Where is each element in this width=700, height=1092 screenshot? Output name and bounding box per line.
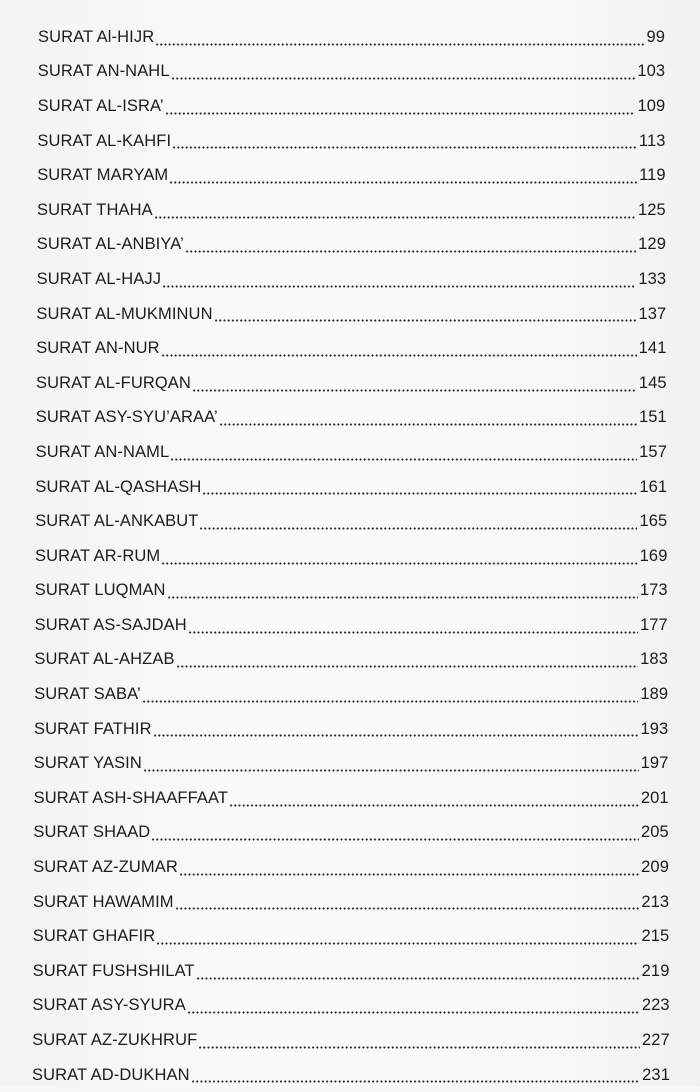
toc-entry-title: SURAT AN-NUR	[36, 339, 160, 358]
toc-entry	[0, 1058, 700, 1092]
toc-entry-page-number: 129	[638, 235, 666, 254]
toc-entry-title: SURAT AL-MUKMINUN	[36, 304, 213, 323]
toc-entry	[0, 608, 700, 643]
dot-leader	[199, 513, 637, 530]
toc-entry	[0, 1023, 700, 1058]
dot-leader	[171, 64, 636, 81]
toc-entry	[0, 366, 700, 401]
toc-entry-page-number: 227	[641, 1031, 670, 1050]
toc-entry	[0, 158, 700, 193]
toc-entry	[0, 989, 700, 1024]
toc-entry-page-number: 193	[640, 719, 669, 738]
toc-entry-title: SURAT AN-NAHL	[37, 62, 170, 81]
toc-entry-page-number: 231	[642, 1065, 670, 1084]
toc-entry-title: SURAT Al-HIJR	[38, 27, 155, 46]
toc-entry	[0, 539, 700, 574]
toc-entry	[0, 124, 700, 159]
toc-entry-title: SURAT AL-AHZAB	[34, 650, 175, 669]
dot-leader	[143, 756, 639, 773]
dot-leader	[142, 686, 639, 703]
toc-entry	[0, 919, 700, 954]
toc-entry	[0, 746, 700, 781]
toc-entry	[0, 574, 700, 609]
toc-entry	[0, 781, 700, 816]
toc-entry	[0, 504, 700, 539]
toc-entry-page-number: 173	[639, 581, 668, 600]
toc-entry-title: SURAT AL-ANKABUT	[35, 512, 199, 531]
toc-entry-title: SURAT AR-RUM	[35, 546, 161, 565]
toc-entry-page-number: 137	[638, 304, 667, 323]
toc-entry	[0, 954, 700, 989]
toc-entry-title: SURAT MARYAM	[37, 166, 169, 185]
toc-entry	[0, 712, 700, 747]
toc-entry	[0, 401, 700, 436]
toc-entry-page-number: 161	[639, 477, 668, 496]
toc-entry-page-number: 141	[638, 339, 667, 358]
dot-leader	[196, 963, 640, 980]
toc-entry-title: SURAT HAWAMIM	[33, 892, 174, 911]
toc-entry	[0, 331, 700, 366]
toc-entry-page-number: 209	[641, 858, 669, 877]
dot-leader	[214, 306, 637, 323]
toc-entry-title: SURAT YASIN	[33, 754, 142, 773]
toc-entry-title: SURAT AL-ISRA’	[37, 96, 164, 115]
dot-leader	[229, 790, 639, 807]
dot-leader	[192, 375, 637, 392]
toc-entry	[0, 885, 700, 920]
dot-leader	[219, 410, 637, 427]
dot-leader	[156, 929, 639, 946]
dot-leader	[179, 859, 639, 876]
toc-entry	[0, 850, 700, 885]
dot-leader	[191, 1067, 640, 1084]
dot-leader	[155, 29, 644, 46]
toc-entry-page-number: 157	[639, 442, 667, 461]
dot-leader	[151, 825, 639, 842]
dot-leader	[176, 652, 639, 669]
toc-entry	[0, 55, 700, 90]
dot-leader	[169, 167, 637, 184]
toc-entry-page-number: 103	[637, 62, 666, 81]
dot-leader	[167, 583, 638, 600]
toc-entry	[0, 677, 700, 712]
dot-leader	[175, 894, 640, 911]
toc-entry-page-number: 165	[639, 512, 668, 531]
toc-entry	[0, 435, 700, 470]
toc-entry-title: SURAT THAHA	[37, 200, 153, 219]
dot-leader	[170, 444, 637, 461]
toc-entry	[0, 228, 700, 263]
toc-entry-page-number: 183	[640, 650, 668, 669]
toc-entry-page-number: 125	[637, 200, 666, 219]
toc-entry	[0, 643, 700, 678]
toc-entry-page-number: 99	[646, 27, 665, 46]
toc-entry-title: SURAT SABA’	[34, 685, 141, 704]
toc-entry-title: SURAT AZ-ZUKHRUF	[32, 1031, 198, 1050]
toc-entry-page-number: 169	[639, 546, 668, 565]
toc-entry-page-number: 151	[638, 408, 667, 427]
dot-leader	[161, 340, 637, 357]
toc-entry-title: SURAT LUQMAN	[34, 581, 166, 600]
toc-entry-title: SURAT AL-KAHFI	[37, 131, 172, 150]
toc-entry-title: SURAT SHAAD	[33, 823, 151, 842]
dot-leader	[188, 617, 638, 634]
dot-leader	[165, 98, 636, 115]
toc-entry	[0, 816, 700, 851]
toc-entry-title: SURAT FUSHSHILAT	[32, 961, 195, 980]
toc-entry-title: SURAT FATHIR	[34, 719, 152, 738]
toc-entry-page-number: 109	[637, 96, 666, 115]
dot-leader	[162, 271, 636, 288]
dot-leader	[161, 548, 637, 565]
dot-leader	[202, 479, 637, 496]
toc-entry-title: SURAT AL-FURQAN	[36, 373, 191, 392]
dot-leader	[185, 237, 636, 254]
dot-leader	[198, 1032, 640, 1049]
toc-entry-page-number: 205	[640, 823, 669, 842]
toc-entry-page-number: 145	[638, 373, 667, 392]
toc-entry-page-number: 197	[640, 754, 669, 773]
toc-entry-title: SURAT AL-QASHASH	[35, 477, 202, 496]
dot-leader	[172, 133, 637, 150]
toc-entry-page-number: 201	[640, 788, 669, 807]
toc-entry-page-number: 213	[641, 892, 670, 911]
toc-entry-page-number: 113	[638, 131, 666, 150]
toc-entry-page-number: 215	[641, 927, 670, 946]
toc-entry-page-number: 219	[641, 961, 670, 980]
toc-entry	[0, 193, 700, 228]
toc-entry	[0, 89, 700, 124]
toc-entry-title: SURAT ASH-SHAAFFAAT	[33, 788, 229, 807]
table-of-contents	[0, 20, 700, 1092]
toc-entry-title: SURAT ASY-SYURA	[32, 996, 186, 1015]
toc-entry-page-number: 119	[639, 166, 666, 185]
dot-leader	[153, 721, 639, 738]
toc-entry-page-number: 189	[640, 685, 669, 704]
toc-entry-title: SURAT AZ-ZUMAR	[33, 858, 178, 877]
toc-entry	[0, 20, 700, 55]
toc-entry-title: SURAT AN-NAML	[35, 442, 170, 461]
toc-entry-page-number: 223	[641, 996, 670, 1015]
toc-entry-title: SURAT ASY-SYU’ARAA’	[35, 408, 218, 427]
toc-entry-page-number: 177	[639, 615, 668, 634]
toc-entry	[0, 470, 700, 505]
toc-entry-title: SURAT AS-SAJDAH	[34, 615, 187, 634]
toc-entry	[0, 297, 700, 332]
toc-entry-title: SURAT GHAFIR	[32, 927, 156, 946]
toc-entry-title: SURAT AL-ANBIYA’	[36, 235, 184, 254]
dot-leader	[187, 998, 640, 1015]
toc-entry-page-number: 133	[638, 269, 667, 288]
toc-entry-title: SURAT AL-HAJJ	[36, 269, 162, 288]
dot-leader	[154, 202, 636, 219]
toc-entry-title: SURAT AD-DUKHAN	[32, 1065, 190, 1084]
toc-entry	[0, 262, 700, 297]
